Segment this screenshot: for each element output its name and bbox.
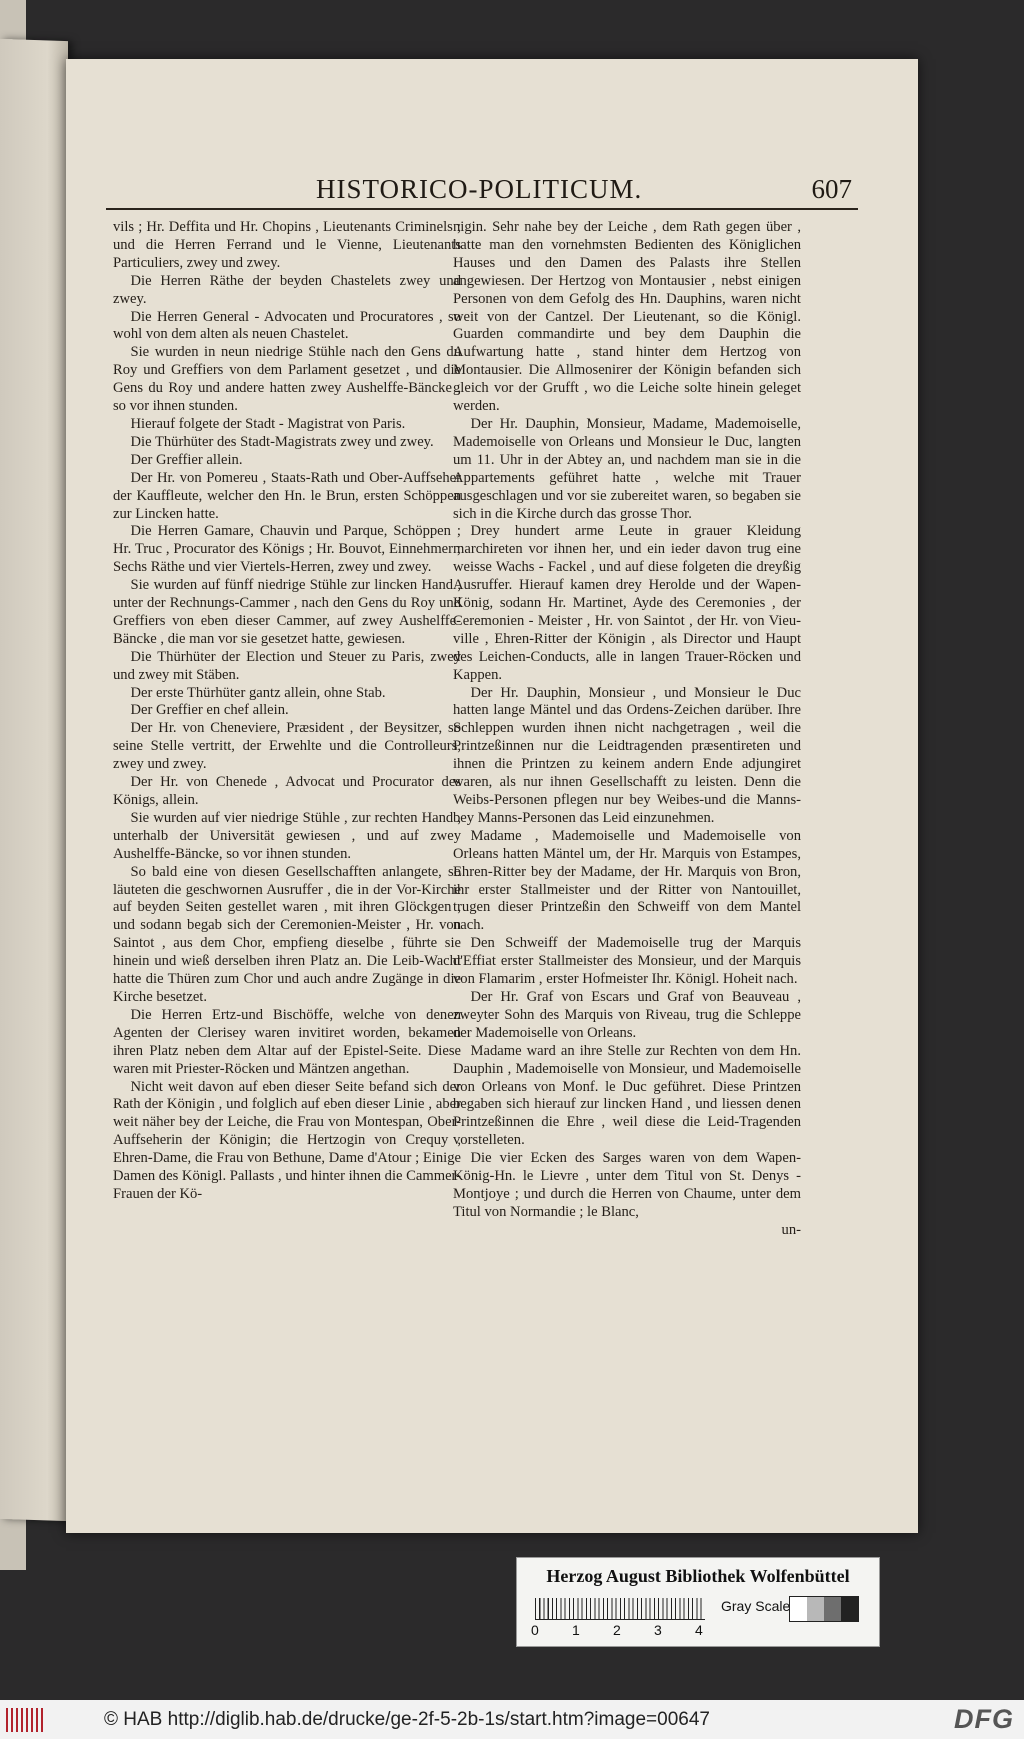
paragraph: Der Greffier allein. [130,451,243,468]
running-head: HISTORICO-POLITICUM. [316,174,643,204]
paragraph: Der Hr. Dauphin, Monsieur, Madame, Mademoiselle, Mademoiselle von Orleans und Monsieur le Duc, langten um 11. Uhr in der Abtey an, und nachdem man sie in die Appartements geführet hatte , welche mit Trauer ausgeschlagen und vor sie zubereitet waren, so begaben sie sich in die Kirche durch das grosse Thor. [453,415,801,522]
ruler-numbers [531,1622,721,1640]
paragraph: vils ; Hr. Deffita und Hr. Chopins , Lieutenants Criminels ; und die Herren Ferrand und le Vienne, Lieutenants Particuliers, zwey und zwey. [113,219,461,271]
paragraph: Der erste Thürhüter gantz allein, ohne Stab. [130,684,386,701]
gray-swatch [841,1597,858,1621]
ruler-number: 2 [613,1622,621,1638]
paragraph: Die Herren Gamare, Chauvin und Parque, Schöppen ; Hr. Truc , Procurator des Königs ; Hr. Bouvot, Einnehmer ; Sechs Räthe und vier Viertels-Herren, zwey und zwey. [113,523,461,576]
paragraph: nigin. Sehr nahe bey der Leiche , dem Rath gegen über , hatte man den vornehmsten Bedienten des Königlichen Hauses und den Damen des Palasts ihre Stellen angewiesen. Der Hertzog von Montausier , nebst einigen Personen von dem Gefolg des Hn. Dauphins, waren nicht weit von der Cantzel. Der Lieutenant, so die Königl. Guarden commandirte und bey dem Dauphin die Aufwartung hatte , stand hinter dem Hertzog von Montausier. Die Allmosenirer der Königin befanden sich gleich vor der Grufft , wo die Leiche solte hinein geleget werden. [453,219,801,415]
gray-scale-swatches [789,1596,859,1622]
facing-page-fragment [0,39,68,1521]
paragraph: Der Greffier en chef allein. [130,702,289,719]
paragraph: Die Herren Ertz-und Bischöffe, welche von denen Agenten der Clerisey waren invitiret worden, bekamen ihren Platz neben dem Altar auf der Epistel-Seite. Diese waren mit Priester-Röcken und Mäntzen angethan. [113,1006,461,1077]
library-name: Herzog August Bibliothek Wolfenbüttel [546,1566,850,1586]
paragraph: Hierauf folgete der Stadt - Magistrat von Paris. [130,415,406,432]
paragraph: Der Hr. von Chenede , Advocat und Procurator des Königs, allein. [113,774,461,808]
gray-swatch [790,1597,807,1621]
scale-ruler [535,1598,705,1620]
text-column-left [113,219,461,1204]
paragraph: Der Hr. Dauphin, Monsieur , und Monsieur le Duc hatten lange Mäntel und das Ordens-Zeichen darüber. Ihre Schleppen wurden ihnen nicht nachgetragen , weil die Printzeßinnen nur die Leidtragenden præsentireten und ihnen die Printzen zu keinem andern Ende adjungiret waren, als nur ihnen Gesellschafft zu leisten. Denn die Weibs-Personen pflegen nur bey Weibes-und die Manns-bey Manns-Personen das Leid einzunehmen. [453,684,801,826]
paragraph: Nicht weit davon auf eben dieser Seite befand sich der Rath der Königin , und folglich auf eben dieser Linie , aber weit näher bey der Leiche, die Frau von Montespan, Ober-Auffseherin der Königin; die Hertzogin von Crequy , Ehren-Dame, die Frau von Bethune, Dame d'Atour ; Einige Damen des Königl. Pallasts , und hinter ihnen die Cammer-Frauen der Kö- [113,1078,461,1202]
ruler-number: 0 [531,1622,539,1638]
paragraph: Madame ward an ihre Stelle zur Rechten von dem Hn. Dauphin , Mademoiselle von Monsieur, und Mademoiselle von Orleans von Monf. le Duc geführet. Diese Printzen begaben sich hierauf zur lincken Hand , und liessen denen Printzeßinnen die Ehre , weil diese die Leid-Tragenden vorstelleten. [453,1042,801,1149]
gray-swatch [824,1597,841,1621]
paragraph: Die Thürhüter des Stadt-Magistrats zwey und zwey. [130,433,434,450]
ruler-number: 3 [654,1622,662,1638]
paragraph: Sie wurden auf fünff niedrige Stühle zur lincken Hand , unter der Rechnungs-Cammer , nach den Gens du Roy und Greffiers von eben dieser Cammer, auf zwey Aushelffe-Bäncke , die man vor sie gesetzet hatte, gewiesen. [113,577,461,647]
gray-scale-label: Gray Scale [721,1598,791,1614]
paragraph: Sie wurden auf vier niedrige Stühle , zur rechten Hand , unterhalb der Universität gewiesen , und auf zwey Aushelffe-Bäncke, so vor ihnen stunden. [113,809,461,862]
paragraph: Die vier Ecken des Sarges waren von dem Wapen-König-Hn. le Lievre , unter dem Titul von St. Denys - Montjoye ; und durch die Herren von Chaume, unter dem Titul von Normandie ; le Blanc, [453,1150,801,1220]
paragraph: Den Schweiff der Mademoiselle trug der Marquis d'Effiat erster Stallmeister des Monsieur, und der Marquis von Flamarim , erster Hofmeister Ihr. Königl. Hoheit nach. [453,935,801,988]
page-number: 607 [811,174,852,204]
hab-logo-icon [6,1708,46,1732]
paragraph: Die Thürhüter der Election und Steuer zu Paris, zwey und zwey mit Stäben. [113,648,461,683]
footer-bar [0,1700,1024,1739]
text-column-right [453,219,801,1240]
ruler-number: 4 [695,1622,703,1638]
paragraph: Der Hr. von Cheneviere, Præsident , der Beysitzer, so seine Stelle vertritt, der Erwehlte und die Controlleurs, zwey und zwey. [113,720,461,773]
color-calibration-card [516,1557,880,1647]
paragraph: Der Hr. von Pomereu , Staats-Rath und Ober-Auffseher der Kauffleute, welcher den Hn. le Brun, ersten Schöppen zur Lincken hatte. [113,469,461,522]
dfg-logo: DFG [954,1704,1014,1734]
page-header [106,174,858,210]
paragraph: Der Hr. Graf von Escars und Graf von Beauveau , zweyter Sohn des Marquis von Riveau, trug die Schleppe der Mademoiselle von Orleans. [453,988,801,1041]
ruler-number: 1 [572,1622,580,1638]
catchword: un- [781,1221,801,1238]
gray-swatch [807,1597,824,1621]
paragraph: Sie wurden in neun niedrige Stühle nach den Gens du Roy und Greffiers von dem Parlament gesetzet , und die Gens du Roy und andere hatten zwey Aushelffe-Bäncke , so vor ihnen stunden. [113,344,461,415]
paragraph: So bald eine von diesen Gesellschafften anlangete, so läuteten die geschwornen Ausruffer , die in der Vor-Kirche auf beyden Seiten gestellet waren , mit ihren Glöckgen , und sodann begab sich der Ceremonien-Meister , Hr. von Saintot , aus dem Chor, empfieng dieselbe , führte sie hinein und wieß derselben ihren Platz an. Die Leib-Wacht hatte die Thüren zum Chor und auch andre Zugänge in die Kirche besetzet. [113,863,461,1005]
paragraph: Madame , Mademoiselle und Mademoiselle von Orleans hatten Mäntel um, der Hr. Marquis von Estampes, Ehren-Ritter bey der Madame, der Hr. Marquis von Bron, ihr erster Stallmeister und der Ritter von Nantouillet, trugen dieser Printzeßin den Schweiff von dem Mantel nach. [453,827,801,934]
paragraph: Die Herren General - Advocaten und Procuratores , so wohl von dem alten als neuen Chastelet. [113,308,461,343]
copyright-url[interactable]: © HAB http://diglib.hab.de/drucke/ge-2f-5-2b-1s/start.htm?image=00647 [104,1709,710,1730]
book-page [66,59,918,1533]
paragraph: Die Herren Räthe der beyden Chastelets zwey und zwey. [113,272,461,307]
paragraph: Drey hundert arme Leute in grauer Kleidung marchireten vor ihnen her, und ein ieder davon trug eine weisse Wachs - Fackel , und auf diese folgeten die dreyßig Ausruffer. Hierauf kamen drey Herolde und der Wapen-König, sodann Hr. Martinet, Ayde des Ceremonies , der Ceremonien - Meister , Hr. von Saintot , der Hr. von Vieu-ville , Ehren-Ritter der Königin , als Director und Haupt des Leichen-Conducts, alle in langen Trauer-Röcken und Kappen. [453,523,801,683]
